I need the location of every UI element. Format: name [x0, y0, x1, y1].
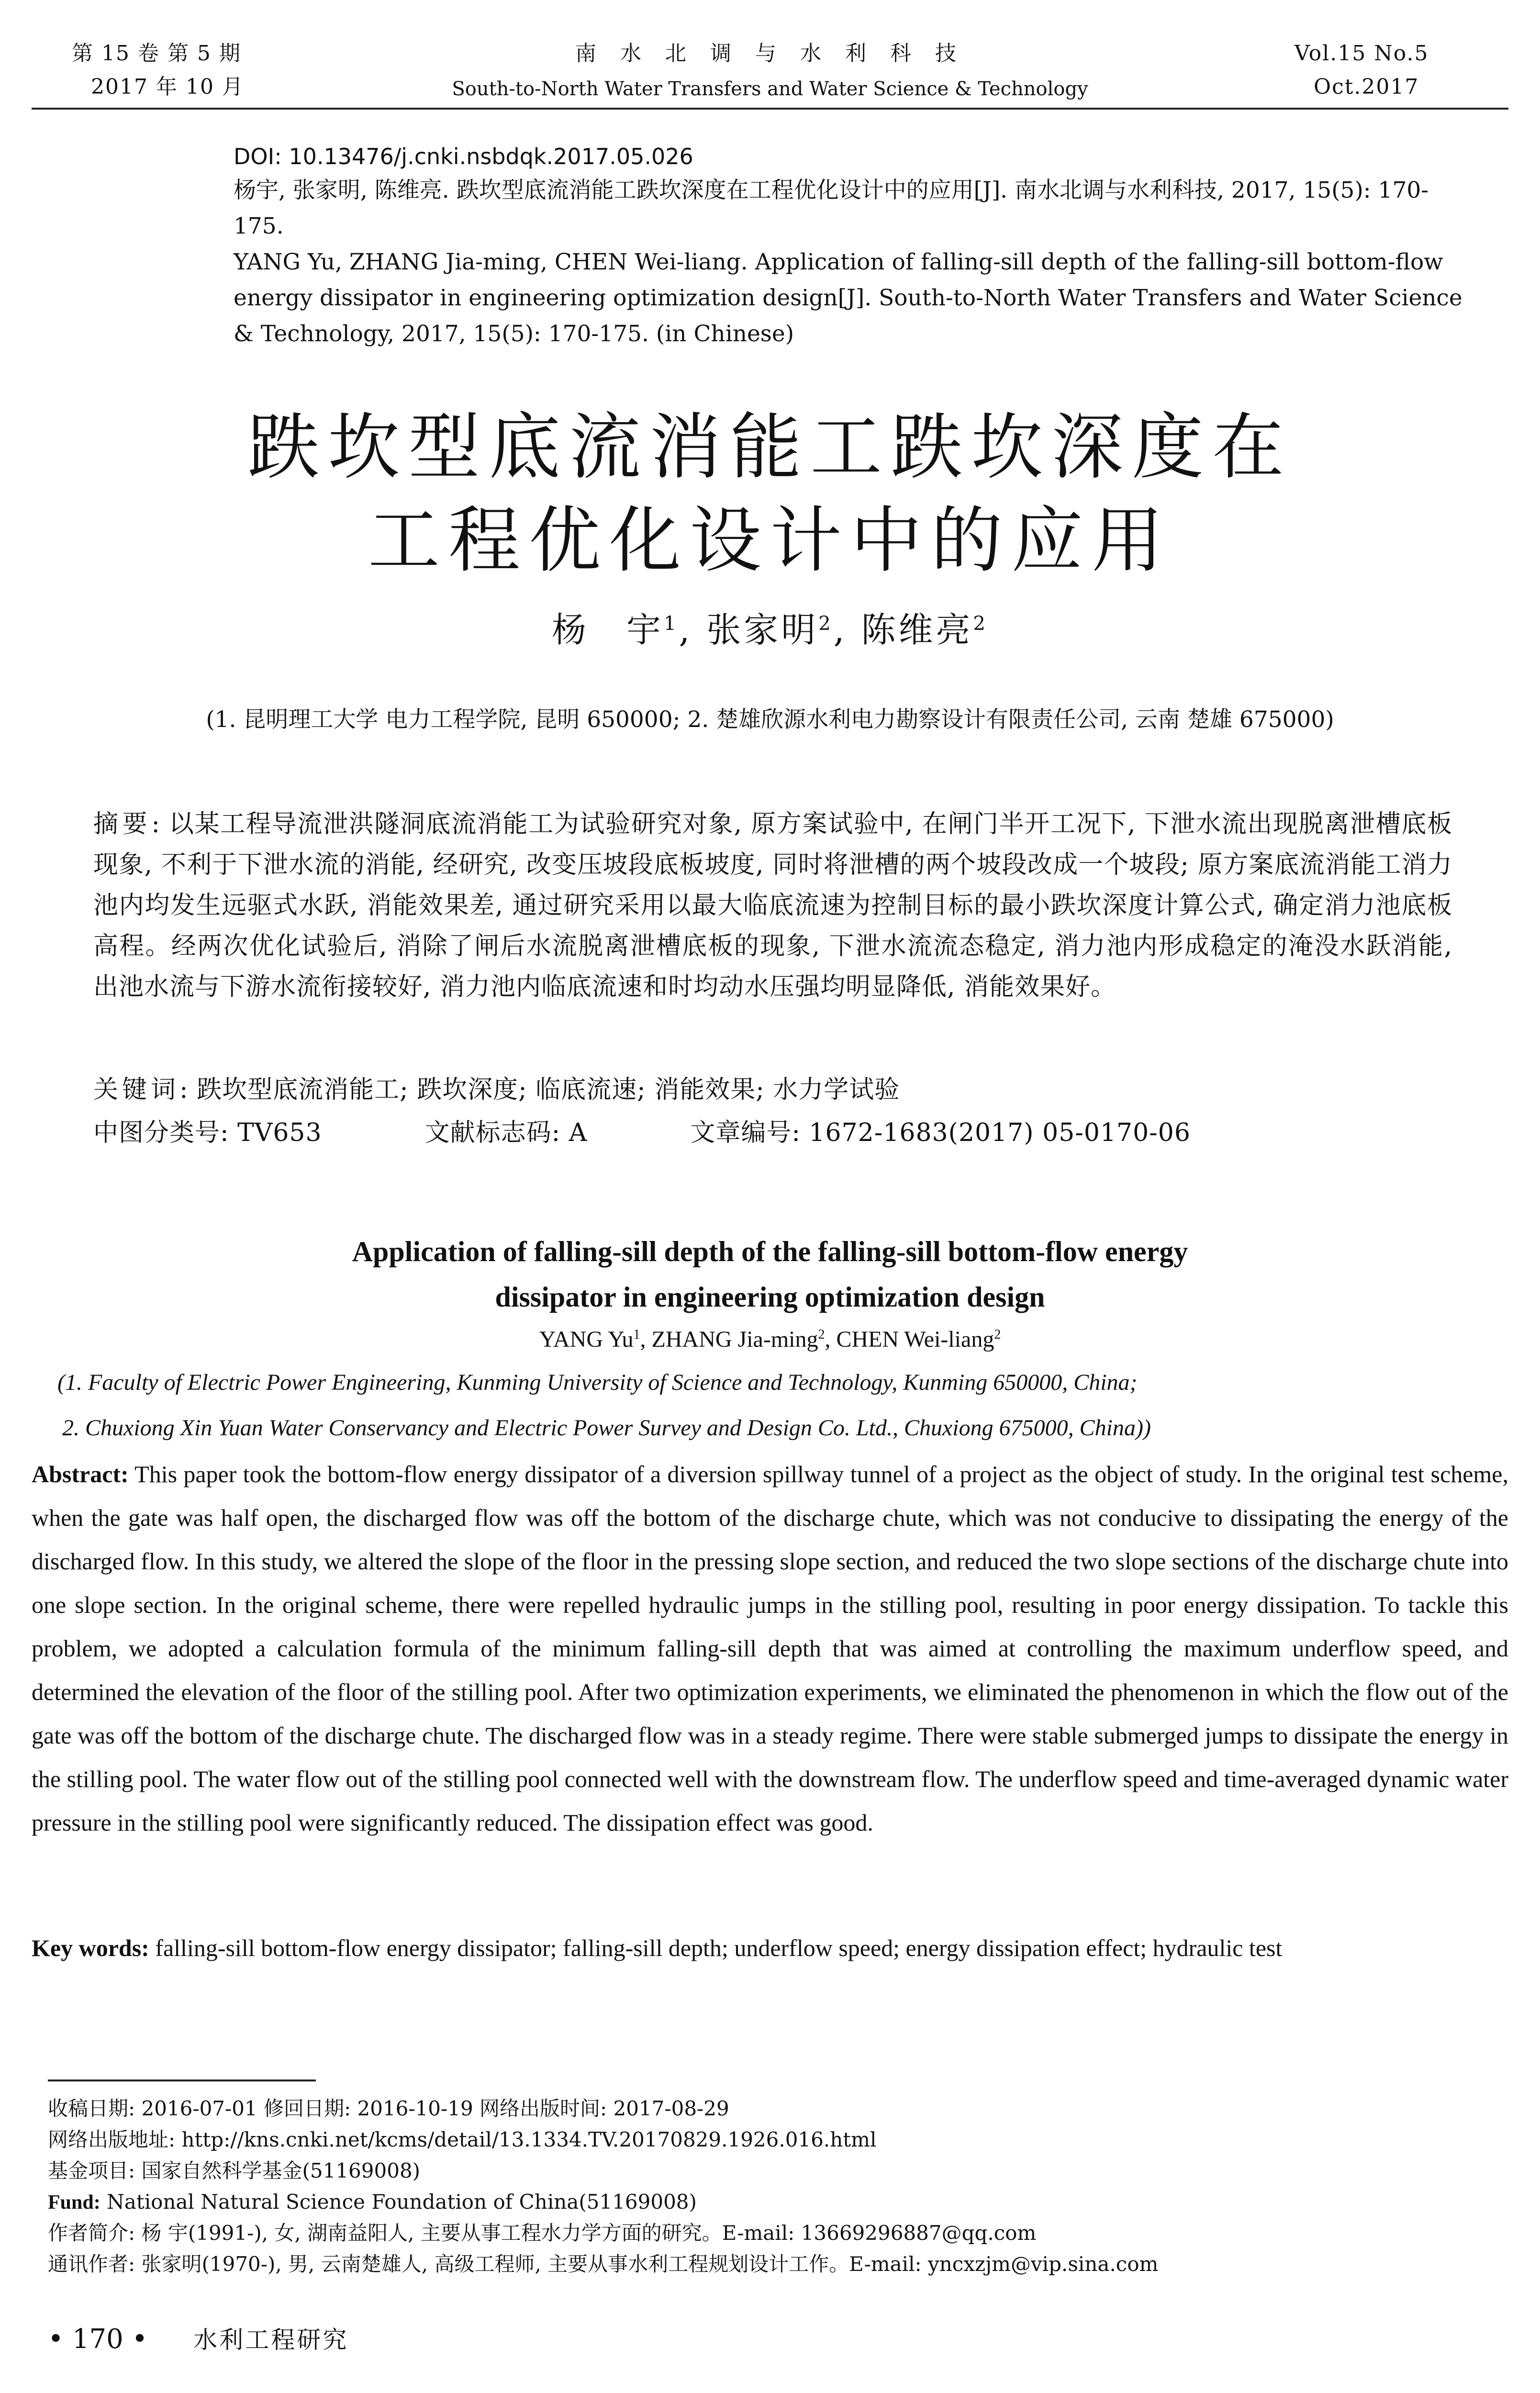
footnote-fund-cn: 基金项目: 国家自然科学基金(51169008) — [48, 2159, 421, 2182]
header-rule — [32, 108, 1508, 110]
header-date-en: Oct.2017 — [1314, 75, 1419, 99]
article-no-value: 1672-1683(2017) 05-0170-06 — [809, 1118, 1191, 1147]
keywords-en — [32, 1926, 1508, 1970]
classification-line: 中图分类号: TV653 文献标志码: A 文章编号: 1672-1683(2017) 05-0170-06 — [93, 1118, 1191, 1147]
clc-label: 中图分类号 — [93, 1118, 221, 1147]
keywords-en-label: Key words: — [32, 1935, 149, 1961]
fund-en-label: Fund: — [48, 2192, 100, 2214]
abstract-cn-label: 摘要 — [93, 810, 152, 839]
clc-value: TV653 — [237, 1118, 322, 1147]
citation-en: YANG Yu, ZHANG Jia-ming, CHEN Wei-liang. Application of falling-sill depth of the falling-sill bottom-flow energy dissipator in engineering optimization design[J]. South-to-North Water Transfers and Water Science & Technology, 2017, 15(5): 170-175. (in Chinese) — [234, 249, 1462, 347]
affiliation-en-2: 2. Chuxiong Xin Yuan Water Conservancy and Electric Power Survey and Design Co. Ltd., Chuxiong 675000, China)) — [62, 1415, 1151, 1441]
keywords-cn-text: 跌坎型底流消能工; 跌坎深度; 临底流速; 消能效果; 水力学试验 — [197, 1075, 900, 1104]
footnote-rule — [48, 2080, 316, 2081]
bullet-left: • — [48, 2324, 64, 2355]
keywords-en-text: falling-sill bottom-flow energy dissipator; falling-sill depth; underflow speed; energy dissipation effect; hydraulic test — [155, 1935, 1283, 1961]
page-footer — [48, 2326, 348, 2353]
author-en-3: CHEN Wei-liang — [836, 1327, 994, 1352]
header-journal-en: South-to-North Water Transfers and Water Science & Technology — [452, 78, 1088, 100]
author-3: 陈维亮 — [861, 610, 973, 650]
footnote-fund-en — [48, 2187, 1484, 2217]
header-volume-en: Vol.15 No.5 — [1294, 41, 1429, 66]
author-2: 张家明 — [706, 610, 819, 650]
keywords-cn-label: 关键词 — [93, 1075, 180, 1104]
footnote-dates: 收稿日期: 2016-07-01 修回日期: 2016-10-19 网络出版时间: 2017-08-29 — [48, 2097, 729, 2120]
abstract-cn-text: 以某工程导流泄洪隧洞底流消能工为试验研究对象, 原方案试验中, 在闸门半开工况下, 下泄水流出现脱离泄槽底板现象, 不利于下泄水流的消能, 经研究, 改变压坡段底板坡度, 同时将泄槽的两个坡段改成一个坡段; 原方案底流消能工消力池内均发生远驱式水跃, 消能效果差, 通过研究采用以最大临底流速为控制目标的最小跌坎深度计算公式, 确定消力池底板高程。经两次优化试验后, 消除了闸后水流脱离泄槽底板的现象, 下泄水流流态稳定, 消力池内形成稳定的淹没水跃消能, 出池水流与下游水流衔接较好, 消力池内临底流速和时均动水压强均明显降低, 消能效果好。 — [93, 810, 1452, 1001]
fund-en-text: National Natural Science Foundation of China(51169008) — [107, 2190, 697, 2214]
author-en-1: YANG Yu — [539, 1327, 634, 1352]
header-date-cn: 2017 年 10 月 — [91, 75, 244, 99]
author-en-2: ZHANG Jia-ming — [651, 1327, 818, 1352]
author-2-sup: 2 — [818, 613, 834, 635]
author-en-3-sup: 2 — [994, 1327, 1001, 1342]
title-en-line1: Application of falling-sill depth of the falling-sill bottom-flow energy — [352, 1236, 1188, 1267]
bullet-right: • — [132, 2324, 148, 2355]
doc-code-value: A — [569, 1118, 588, 1147]
header-journal-cn: 南 水 北 调 与 水 利 科 技 — [575, 41, 965, 66]
section-name: 水利工程研究 — [193, 2326, 349, 2354]
abstract-en-text: This paper took the bottom-flow energy dissipator of a diversion spillway tunnel of a project as the object of study. In the original test scheme, when the gate was half open, the discharged flow was off the bottom of the discharge chute, which was not conducive to dissipating the energy of the discharged flow. In this study, we altered the slope of the floor in the pressing slope section, and reduced the two slope sections of the discharge chute into one slope section. In the original scheme, there were repelled hydraulic jumps in the stilling pool, resulting in poor energy dissipation. To tackle this problem, we adopted a calculation formula of the minimum falling-sill depth that was aimed at controlling the maximum underflow speed, and determined the elevation of the floor of the stilling pool. After two optimization experiments, we eliminated the phenomenon in which the flow out of the gate was off the bottom of the discharge chute. The discharged flow was in a steady regime. There were stable submerged jumps to dissipate the energy in the stilling pool. The water flow out of the stilling pool connected well with the downstream flow. The underflow speed and time-averaged dynamic water pressure in the stilling pool were significantly reduced. The dissipation effect was good. — [32, 1461, 1508, 1836]
title-en-line2: dissipator in engineering optimization design — [495, 1281, 1045, 1313]
footnote-author-1: 作者简介: 杨 宇(1991-), 女, 湖南益阳人, 主要从事工程水力学方面的研究。E-mail: 13669296887@qq.com — [48, 2221, 1037, 2245]
authors-en: YANG Yu$^1$, ZHANG Jia-ming$^2$, CHEN Wei-liang$^2$ — [539, 1327, 1001, 1352]
author-en-2-sup: 2 — [818, 1327, 825, 1342]
abstract-en — [32, 1453, 1508, 1845]
citation-cn: 杨宇, 张家明, 陈维亮. 跌坎型底流消能工跌坎深度在工程优化设计中的应用[J]. 南水北调与水利科技, 2017, 15(5): 170-175. — [234, 177, 1429, 239]
title-cn-line2: 工程优化设计中的应用 — [368, 499, 1172, 582]
doi: DOI: 10.13476/j.cnki.nsbdqk.2017.05.026 — [234, 144, 693, 169]
abstract-cn: 摘要: 以某工程导流泄洪隧洞底流消能工为试验研究对象, 原方案试验中, 在闸门半开工况下, 下泄水流出现脱离泄槽底板现象, 不利于下泄水流的消能, 经研究, 改变压坡段底板坡度, 同时将泄槽的两个坡段改成一个坡段; 原方案底流消能工消力池内均发生远驱式水跃, 消能效果差, 通过研究采用以最大临底流速为控制目标的最小跌坎深度计算公式, 确定消力池底板高程。经两次优化试验后, 消除了闸后水流脱离泄槽底板的现象, 下泄水流流态稳定, 消力池内形成稳定的淹没水跃消能, 出池水流与下游水流衔接较好, 消力池内临底流速和时均动水压强均明显降低, 消能效果好。 — [93, 810, 1452, 1001]
author-1-sup: 1 — [664, 613, 679, 635]
author-3-sup: 2 — [973, 613, 988, 635]
footnote-online: 网络出版地址: http://kns.cnki.net/kcms/detail/13.1334.TV.20170829.1926.016.html — [48, 2128, 877, 2151]
page-number: 170 — [72, 2324, 123, 2355]
header-volume-cn: 第 15 卷 第 5 期 — [72, 41, 241, 66]
authors-cn: 杨 宇$^1$, 张家明$^2$, 陈维亮$^2$ — [552, 610, 988, 650]
keywords-cn: 关键词: 跌坎型底流消能工; 跌坎深度; 临底流速; 消能效果; 水力学试验 — [93, 1075, 900, 1104]
doc-code-label: 文献标志码 — [424, 1118, 552, 1147]
author-en-1-sup: 1 — [633, 1327, 640, 1342]
abstract-en-label: Abstract: — [32, 1461, 129, 1487]
affiliation-en-1: (1. Faculty of Electric Power Engineering, Kunming University of Science and Technology, Kunming 650000, China; — [57, 1370, 1138, 1395]
footnote-author-2: 通讯作者: 张家明(1970-), 男, 云南楚雄人, 高级工程师, 主要从事水利工程规划设计工作。E-mail: yncxzjm@vip.sina.com — [48, 2252, 1159, 2276]
article-no-label: 文章编号 — [690, 1118, 792, 1147]
affiliation-cn: (1. 昆明理工大学 电力工程学院, 昆明 650000; 2. 楚雄欣源水利电力勘察设计有限责任公司, 云南 楚雄 675000) — [206, 706, 1334, 733]
author-1: 杨 宇 — [552, 610, 664, 650]
title-cn-line1: 跌坎型底流消能工跌坎深度在 — [247, 406, 1293, 489]
